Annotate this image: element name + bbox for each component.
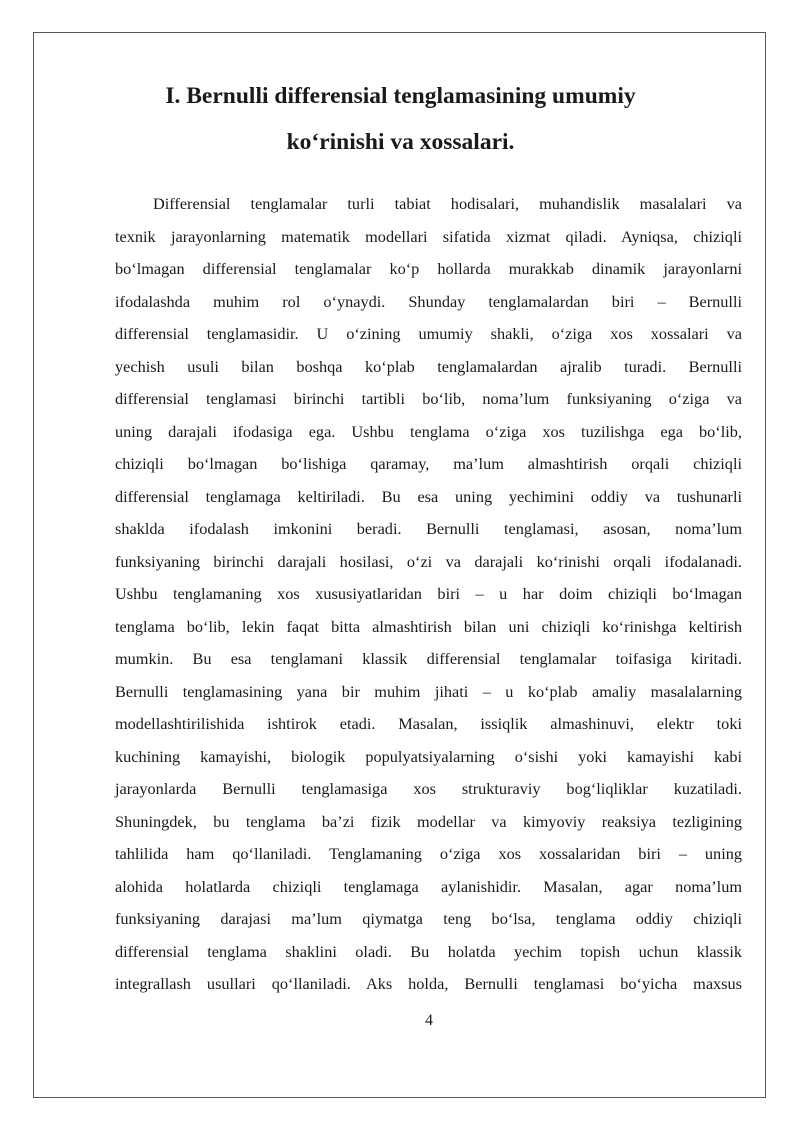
paragraph-line: kuchining kamayishi, biologik populyatsiyalarning o‘sishi yoki kamayishi kabi	[115, 746, 742, 766]
paragraph-line: differensial tenglamaga keltiriladi. Bu esa uning yechimini oddiy va tushunarli	[115, 486, 742, 506]
page-number: 4	[425, 1012, 433, 1029]
paragraph-line: alohida holatlarda chiziqli tenglamaga aylanishidir. Masalan, agar noma’lum	[115, 876, 742, 896]
paragraph-line: integrallash usullari qo‘llaniladi. Aks holda, Bernulli tenglamasi bo‘yicha maxsus	[115, 974, 742, 993]
paragraph-line: Differensial tenglamalar turli tabiat hodisalari, muhandislik masalalari va	[153, 194, 742, 213]
paragraph-line: Shuningdek, bu tenglama ba’zi fizik modellar va kimyoviy reaksiya tezligining	[115, 811, 742, 831]
paragraph-line: mumkin. Bu esa tenglamani klassik differensial tenglamalar toifasiga kiritadi.	[115, 649, 742, 668]
paragraph-line: differensial tenglamasidir. U o‘zining umumiy shakli, o‘ziga xos xossalari va	[115, 324, 742, 343]
paragraph-line: funksiyaning darajasi ma’lum qiymatga teng bo‘lsa, tenglama oddiy chiziqli	[115, 909, 742, 928]
paragraph-line: uning darajali ifodasiga ega. Ushbu tenglama o‘ziga xos tuzilishga ega bo‘lib,	[115, 421, 742, 441]
paragraph-line: modellashtirilishida ishtirok etadi. Masalan, issiqlik almashinuvi, elektr toki	[115, 714, 742, 733]
title-line-2: ko‘rinishi va xossalari.	[286, 129, 515, 155]
paragraph-line: ifodalashda muhim rol o‘ynaydi. Shunday tenglamalardan biri – Bernulli	[115, 291, 742, 311]
paragraph-line: yechish usuli bilan boshqa ko‘plab tenglamalardan ajralib turadi. Bernulli	[115, 356, 742, 376]
paragraph-line: texnik jarayonlarning matematik modellari sifatida xizmat qiladi. Ayniqsa, chiziqli	[115, 226, 742, 246]
title-line-1: I. Bernulli differensial tenglamasining umumiy	[165, 83, 636, 109]
body-paragraph	[115, 188, 742, 1001]
paragraph-line: shaklda ifodalash imkonini beradi. Bernulli tenglamasi, asosan, noma’lum	[115, 519, 742, 538]
paragraph-line: differensial tenglama shaklini oladi. Bu holatda yechim topish uchun klassik	[115, 941, 742, 961]
paragraph-line: chiziqli bo‘lmagan bo‘lishiga qaramay, ma’lum almashtirish orqali chiziqli	[115, 454, 742, 473]
paragraph-line: tahlilida ham qo‘llaniladi. Tenglamaning o‘ziga xos xossalaridan biri – uning	[115, 844, 742, 863]
paragraph-line: jarayonlarda Bernulli tenglamasiga xos strukturaviy bog‘liqliklar kuzatiladi.	[115, 779, 742, 798]
paragraph-line: bo‘lmagan differensial tenglamalar ko‘p hollarda murakkab dinamik jarayonlarni	[115, 259, 742, 278]
page-title	[58, 73, 743, 165]
paragraph-line: tenglama bo‘lib, lekin faqat bitta almashtirish bilan uni chiziqli ko‘rinishga keltirish	[115, 616, 742, 636]
paragraph-line: Ushbu tenglamaning xos xususiyatlaridan biri – u har doim chiziqli bo‘lmagan	[115, 584, 742, 603]
paragraph-line: Bernulli tenglamasining yana bir muhim jihati – u ko‘plab amaliy masalalarning	[115, 681, 742, 701]
paragraph-line: differensial tenglamasi birinchi tartibli bo‘lib, noma’lum funksiyaning o‘ziga va	[115, 389, 742, 408]
paragraph-line: funksiyaning birinchi darajali hosilasi, o‘zi va darajali ko‘rinishi orqali ifodalanadi.	[115, 551, 742, 571]
